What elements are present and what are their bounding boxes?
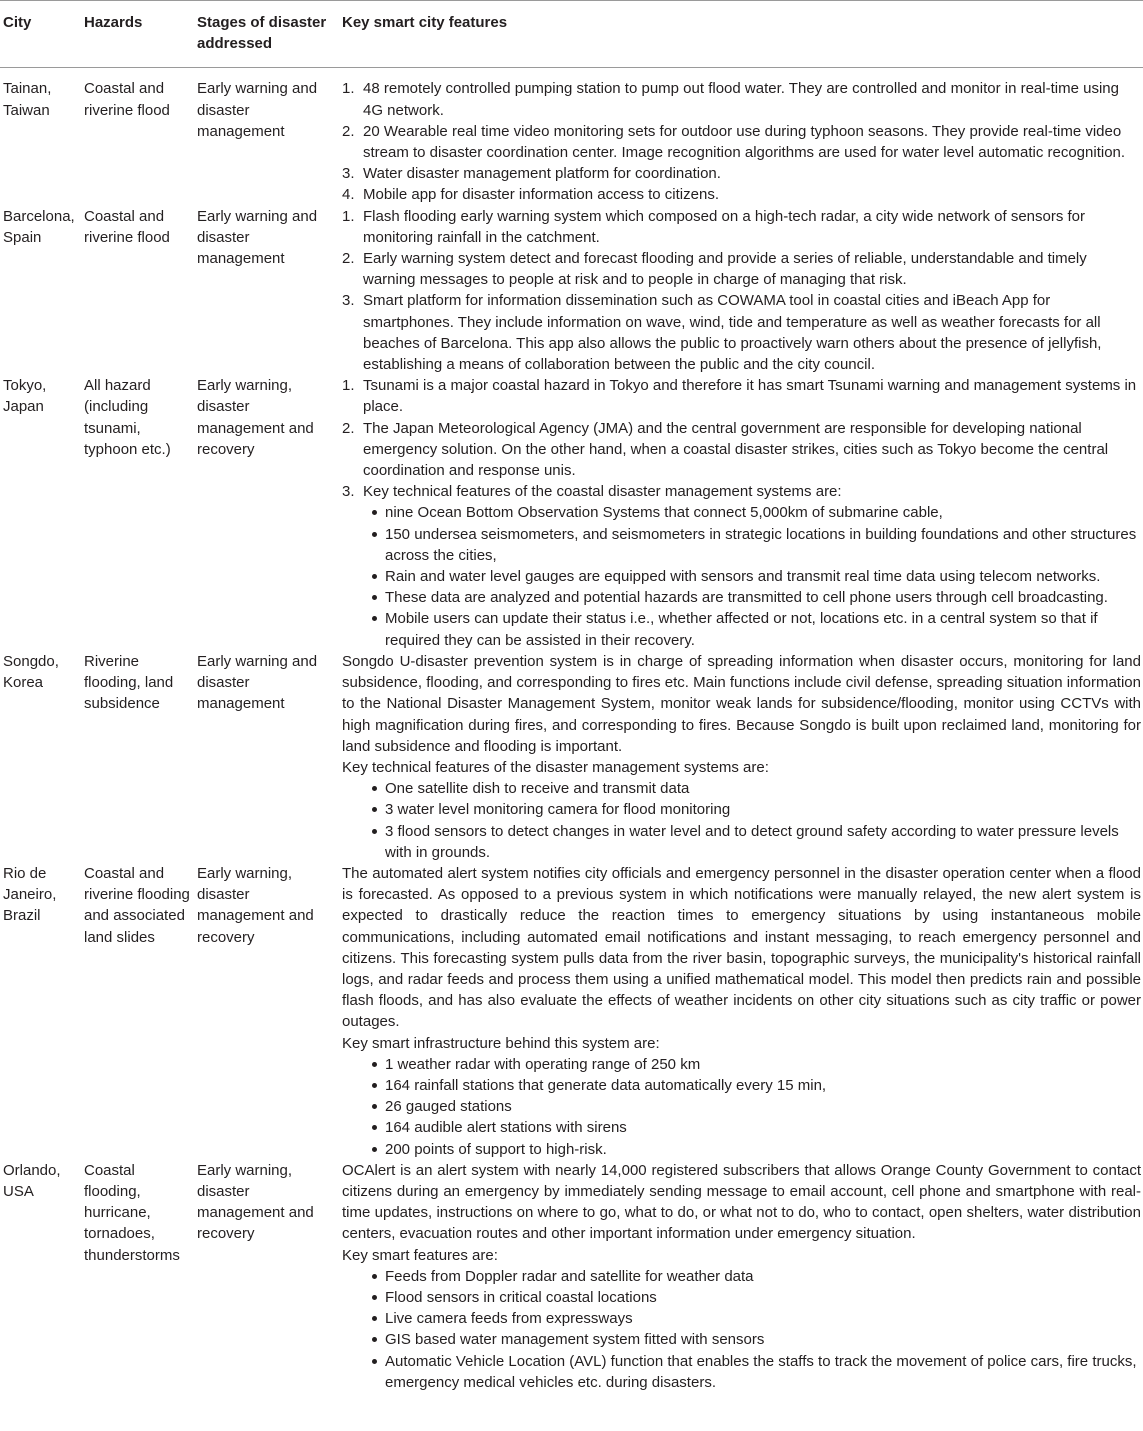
- list-number: 1.: [342, 207, 355, 225]
- list-item: [342, 418, 1141, 482]
- bullet-item: [342, 821, 1141, 863]
- header-stages: Stages of disaster addressed: [197, 14, 327, 53]
- bullet-list: [342, 1054, 1141, 1160]
- bullet-item: [342, 1287, 1141, 1308]
- hazards-cell: All hazard (including tsunami, typhoon etc.): [84, 377, 171, 458]
- table-row: [0, 1160, 1143, 1393]
- features-cell: [339, 863, 1143, 1160]
- bullet-item: [342, 1096, 1141, 1117]
- list-item-text: Key technical features of the coastal disaster management systems are:: [363, 483, 842, 501]
- bullet-dot-icon: [372, 1125, 377, 1130]
- list-number: 2.: [342, 250, 355, 268]
- hazards-cell: Coastal and riverine flood: [84, 80, 170, 119]
- bullet-dot-icon: [372, 1147, 377, 1152]
- table-header: [0, 1, 1143, 68]
- bullet-dot-icon: [372, 1316, 377, 1321]
- bullet-item: [342, 1054, 1141, 1075]
- header-row: [0, 1, 1143, 68]
- description-lead-in: Key technical features of the disaster management systems are:: [342, 758, 769, 776]
- header-city: City: [3, 14, 32, 31]
- list-item: [342, 184, 1141, 205]
- list-number: 2.: [342, 419, 355, 437]
- bullet-dot-icon: [372, 1104, 377, 1109]
- table-row: [0, 651, 1143, 863]
- bullet-item: [342, 778, 1141, 799]
- bullet-item: [342, 566, 1141, 587]
- stages-cell: Early warning, disaster management and recovery: [197, 864, 314, 946]
- bullet-item: [342, 1308, 1141, 1329]
- bullet-item: [342, 524, 1141, 566]
- list-item-text: Water disaster management platform for coordination.: [363, 165, 721, 183]
- features-cell: [339, 1160, 1143, 1393]
- bullet-item: [342, 1266, 1141, 1287]
- bullet-item: [342, 587, 1141, 608]
- hazards-cell: Coastal flooding, hurricane, tornadoes, thunderstorms: [84, 1161, 180, 1264]
- numbered-list: [342, 78, 1141, 205]
- table-row: [0, 375, 1143, 651]
- list-number: 4.: [342, 186, 355, 204]
- table-row: [0, 206, 1143, 376]
- bullet-dot-icon: [372, 1083, 377, 1088]
- description-paragraph: Songdo U-disaster prevention system is in charge of spreading information when disaster occurs, monitoring for land subsidence, flooding, and corresponding to fires etc. Main functions include civil defense, spreading situation information to the National Disaster Management System, monitor weak lands for subsidence/flooding, monitor using CCTVs with high magnification during fires, and corresponding to fires. Because Songdo is built upon reclaimed land, monitoring for land subsidence and flooding is important.: [342, 652, 1141, 755]
- bullet-dot-icon: [372, 1274, 377, 1279]
- bullet-text: 164 rainfall stations that generate data automatically every 15 min,: [385, 1076, 827, 1094]
- list-item: [342, 78, 1141, 120]
- hazards-cell: Coastal and riverine flooding and associated land slides: [84, 864, 190, 946]
- bullet-item: [342, 1351, 1141, 1393]
- bullet-dot-icon: [372, 807, 377, 812]
- list-item: [342, 290, 1141, 375]
- description-lead-in: Key smart features are:: [342, 1246, 498, 1264]
- stages-cell: Early warning and disaster management: [197, 207, 318, 268]
- table-row: [0, 863, 1143, 1160]
- bullet-text: 3 water level monitoring camera for flood monitoring: [385, 801, 731, 819]
- list-item: [342, 206, 1141, 248]
- bullet-item: [342, 1117, 1141, 1138]
- features-cell: [339, 651, 1143, 863]
- bullet-text: These data are analyzed and potential hazards are transmitted to cell phone users through cell broadcasting.: [385, 589, 1108, 607]
- bullet-dot-icon: [372, 595, 377, 600]
- bullet-item: [342, 1075, 1141, 1096]
- bullet-dot-icon: [372, 829, 377, 834]
- city-cell: Rio de Janeiro, Brazil: [3, 864, 57, 925]
- description-paragraph: OCAlert is an alert system with nearly 14,000 registered subscribers that allows Orange County Government to contact citizens during an emergency by immediately sending message to email account, cell phone and smartphone with real-time updates, instructions on where to go, what to do, or what not to do, who to contact, open shelters, water distribution centers, evacuation routes and other important information under emergency situation.: [342, 1161, 1141, 1243]
- numbered-list: [342, 206, 1141, 376]
- bullet-list: [342, 1266, 1141, 1393]
- bullet-dot-icon: [372, 1359, 377, 1364]
- header-features: Key smart city features: [342, 14, 508, 31]
- list-item-text: 48 remotely controlled pumping station to pump out flood water. They are controlled and monitor in real-time using 4G network.: [363, 80, 1119, 119]
- list-item-text: 20 Wearable real time video monitoring sets for outdoor use during typhoon seasons. They provide real-time video stream to disaster coordination center. Image recognition algorithms are used for water level automatic recognition.: [363, 122, 1126, 162]
- list-item-text: Smart platform for information dissemination such as COWAMA tool in coastal cities and iBeach App for smartphones. They include information on wave, wind, tide and temperature as well as weather forecasts for all beaches of Barcelona. This app also allows the public to proactively warn others about the presence of jellyfish, establishing a means of collaboration between the public and the city council.: [363, 292, 1102, 374]
- bullet-text: 200 points of support to high-risk.: [385, 1140, 607, 1158]
- list-item-text: Tsunami is a major coastal hazard in Tokyo and therefore it has smart Tsunami warning and management systems in place.: [363, 377, 1137, 416]
- bullet-text: Automatic Vehicle Location (AVL) function that enables the staffs to track the movement of police cars, fire trucks, emergency medical vehicles etc. during disasters.: [385, 1352, 1137, 1391]
- table-body: [0, 68, 1143, 1393]
- stages-cell: Early warning, disaster management and recovery: [197, 377, 314, 458]
- list-item: [342, 248, 1141, 290]
- bullet-text: 150 undersea seismometers, and seismometers in strategic locations in building foundations and other structures across the cities,: [385, 525, 1137, 564]
- list-number: 3.: [342, 292, 355, 310]
- list-item: [342, 163, 1141, 184]
- bullet-text: Feeds from Doppler radar and satellite for weather data: [385, 1267, 754, 1285]
- table-row: [0, 68, 1143, 206]
- bullet-item: [342, 1139, 1141, 1160]
- bullet-dot-icon: [372, 1295, 377, 1300]
- bullet-dot-icon: [372, 1062, 377, 1067]
- bullet-text: nine Ocean Bottom Observation Systems that connect 5,000km of submarine cable,: [385, 504, 943, 522]
- bullet-dot-icon: [372, 786, 377, 791]
- list-item: [342, 121, 1141, 163]
- city-cell: Tokyo, Japan: [3, 377, 47, 416]
- features-cell: [339, 206, 1143, 376]
- bullet-text: 3 flood sensors to detect changes in water level and to detect ground safety according to water pressure levels with in grounds.: [385, 822, 1119, 861]
- stages-cell: Early warning and disaster management: [197, 652, 318, 713]
- list-item: [342, 481, 1141, 502]
- bullet-list: [342, 502, 1141, 650]
- bullet-text: 26 gauged stations: [385, 1098, 512, 1116]
- bullet-text: One satellite dish to receive and transmit data: [385, 780, 690, 798]
- bullet-text: Mobile users can update their status i.e., whether affected or not, locations etc. in a central system so that if required they can be assisted in their recovery.: [385, 610, 1098, 649]
- list-item-text: Early warning system detect and forecast flooding and provide a series of reliable, understandable and timely warning messages to people at risk and to people in charge of managing that risk.: [363, 250, 1087, 289]
- bullet-text: GIS based water management system fitted with sensors: [385, 1331, 765, 1349]
- features-cell: [339, 68, 1143, 206]
- bullet-dot-icon: [372, 510, 377, 515]
- list-number: 2.: [342, 122, 355, 140]
- stages-cell: Early warning, disaster management and recovery: [197, 1161, 314, 1243]
- bullet-item: [342, 799, 1141, 820]
- list-number: 3.: [342, 483, 355, 501]
- bullet-item: [342, 502, 1141, 523]
- hazards-cell: Riverine flooding, land subsidence: [84, 652, 174, 713]
- list-item: [342, 375, 1141, 417]
- bullet-text: 1 weather radar with operating range of 250 km: [385, 1055, 701, 1073]
- list-item-text: The Japan Meteorological Agency (JMA) and the central government are responsible for developing national emergency solution. On the other hand, when a coastal disaster strikes, cities such as Tokyo become the central coordination and response unis.: [363, 419, 1109, 480]
- bullet-dot-icon: [372, 532, 377, 537]
- bullet-text: 164 audible alert stations with sirens: [385, 1119, 627, 1137]
- bullet-text: Live camera feeds from expressways: [385, 1310, 633, 1328]
- city-cell: Songdo, Korea: [3, 652, 59, 692]
- bullet-dot-icon: [372, 574, 377, 579]
- city-cell: Tainan, Taiwan: [3, 80, 52, 119]
- bullet-list: [342, 778, 1141, 863]
- list-item-text: Mobile app for disaster information access to citizens.: [363, 186, 719, 204]
- bullet-text: Rain and water level gauges are equipped with sensors and transmit real time data using telecom networks.: [385, 568, 1101, 586]
- numbered-list: [342, 375, 1141, 502]
- bullet-item: [342, 1329, 1141, 1350]
- list-number: 1.: [342, 377, 355, 395]
- features-cell: [339, 375, 1143, 651]
- list-item-text: Flash flooding early warning system which composed on a high-tech radar, a city wide network of sensors for monitoring rainfall in the catchment.: [363, 207, 1086, 246]
- bullet-item: [342, 608, 1141, 650]
- bullet-dot-icon: [372, 1337, 377, 1342]
- stages-cell: Early warning and disaster management: [197, 80, 318, 140]
- bullet-text: Flood sensors in critical coastal locations: [385, 1288, 657, 1306]
- list-number: 3.: [342, 165, 355, 183]
- bullet-dot-icon: [372, 616, 377, 621]
- description-paragraph: The automated alert system notifies city officials and emergency personnel in the disaster operation center when a flood is forecasted. As opposed to a previous system in which notifications were manually relayed, the new alert system is expected to drastically reduce the reaction times to emergency situations by using instantaneous mobile communications, including automated email notifications and instant messaging, to reach emergency personnel and citizens. This forecasting system pulls data from the river basin, topographic surveys, the municipality's historical rainfall logs, and radar feeds and process them using a unified mathematical model. This model then predicts rain and possible flash floods, and has also evaluate the effects of weather incidents on other city situations such as city traffic or power outages.: [342, 864, 1141, 1031]
- header-hazards: Hazards: [84, 14, 143, 31]
- description-lead-in: Key smart infrastructure behind this system are:: [342, 1034, 660, 1052]
- hazards-cell: Coastal and riverine flood: [84, 207, 170, 246]
- list-number: 1.: [342, 80, 355, 98]
- city-cell: Orlando, USA: [3, 1161, 61, 1200]
- city-cell: Barcelona, Spain: [3, 207, 75, 246]
